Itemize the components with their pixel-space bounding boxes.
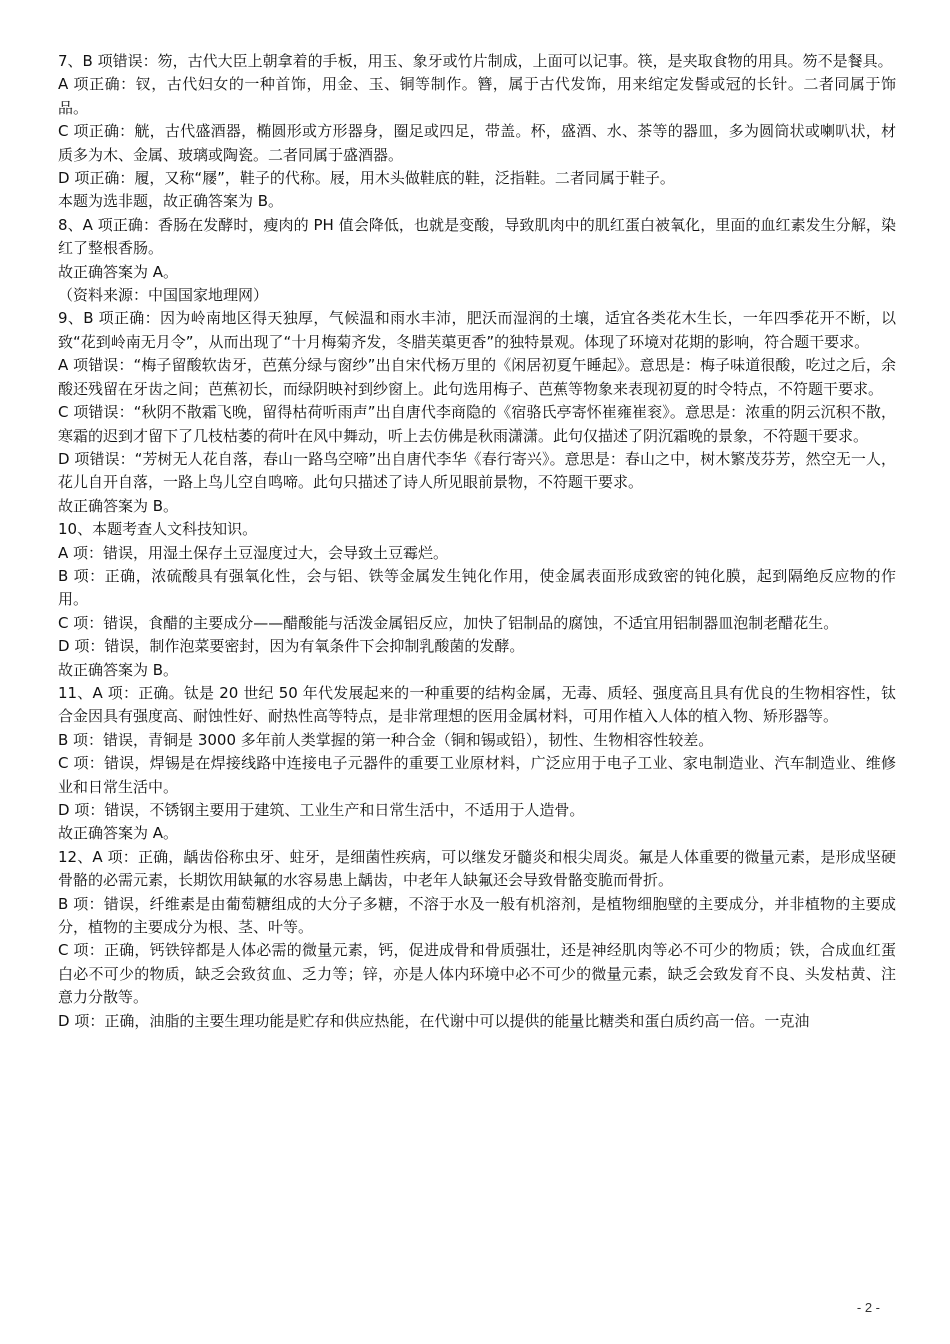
paragraph: D 项：正确，油脂的主要生理功能是贮存和供应热能，在代谢中可以提供的能量比糖类和蛋白质约高一倍。一克油 (58, 1011, 810, 1030)
paragraph: 故正确答案为 B。 (58, 496, 179, 515)
page-number: - 2 - (856, 1300, 880, 1315)
paragraph: C 项：正确，钙铁锌都是人体必需的微量元素，钙，促进成骨和骨质强壮，还是神经肌肉等必不可少的物质；铁，合成血红蛋白必不可少的物质，缺乏会致贫血、乏力等；锌，亦是人体内环境中必不可少的微量元素，缺乏会致发育不良、头发枯黄、注意力分散等。 (58, 941, 896, 1007)
document-body (58, 50, 896, 1033)
paragraph: 9、B 项正确：因为岭南地区得天独厚，气候温和雨水丰沛，肥沃而湿润的土壤，适宜各类花木生长，一年四季花开不断，以致“花到岭南无月令”，从而出现了“十月梅菊齐发，冬腊芙蕖更香”的独特景观。体现了环境对花期的影响，符合题干要求。 (58, 309, 896, 351)
paragraph: A 项正确：钗，古代妇女的一种首饰，用金、玉、铜等制作。簪，属于古代发饰，用来绾定发髻或冠的长针。二者同属于饰品。 (58, 75, 896, 117)
paragraph: B 项：正确，浓硫酸具有强氧化性，会与铝、铁等金属发生钝化作用，使金属表面形成致密的钝化膜，起到隔绝反应物的作用。 (58, 566, 896, 609)
paragraph: A 项：错误，用湿土保存土豆湿度过大，会导致土豆霉烂。 (58, 543, 449, 562)
paragraph: C 项：错误，食醋的主要成分——醋酸能与活泼金属铝反应，加快了铝制品的腐蚀，不适宜用铝制器皿泡制老醋花生。 (58, 613, 839, 632)
paragraph: D 项：错误，制作泡菜要密封，因为有氧条件下会抑制乳酸菌的发酵。 (58, 637, 525, 656)
paragraph: C 项错误：“秋阴不散霜飞晚，留得枯荷听雨声”出自唐代李商隐的《宿骆氏亭寄怀崔雍崔衮》。意思是：浓重的阴云沉积不散，寒霜的迟到才留下了几枝枯萎的荷叶在风中舞动，听上去仿佛是秋雨潇潇。此句仅描述了阴沉霜晚的景象，不符题干要求。 (58, 403, 896, 445)
paragraph: D 项正确：履，又称“屦”，鞋子的代称。屐，用木头做鞋底的鞋，泛指鞋。二者同属于鞋子。 (58, 169, 675, 188)
paragraph: 12、A 项：正确，龋齿俗称虫牙、蛀牙，是细菌性疾病，可以继发牙髓炎和根尖周炎。氟是人体重要的微量元素，是形成坚硬骨骼的必需元素，长期饮用缺氟的水容易患上龋齿，中老年人缺氟还会导致骨骼变脆而骨折。 (58, 847, 896, 890)
paragraph: 故正确答案为 B。 (58, 660, 179, 679)
paragraph: C 项：错误，焊锡是在焊接线路中连接电子元器件的重要工业原材料，广泛应用于电子工业、家电制造业、汽车制造业、维修业和日常生活中。 (58, 754, 896, 796)
paragraph: 故正确答案为 A。 (58, 262, 179, 281)
paragraph: 7、B 项错误：笏，古代大臣上朝拿着的手板，用玉、象牙或竹片制成，上面可以记事。筷，是夹取食物的用具。笏不是餐具。 (58, 52, 893, 70)
paragraph: （资料来源：中国国家地理网） (58, 286, 269, 305)
paragraph: 8、A 项正确：香肠在发酵时，瘦肉的 PH 值会降低，也就是变酸，导致肌肉中的肌红蛋白被氧化，里面的血红素发生分解，染红了整根香肠。 (58, 215, 896, 258)
paragraph: 本题为选非题，故正确答案为 B。 (58, 192, 284, 211)
paragraph: 11、A 项：正确。钛是 20 世纪 50 年代发展起来的一种重要的结构金属，无毒、质轻、强度高且具有优良的生物相容性，钛合金因具有强度高、耐蚀性好、耐热性高等特点，是非常理想的医用金属材料，可用作植入人体的植入物、矫形器等。 (58, 683, 896, 726)
paragraph: B 项：错误，纤维素是由葡萄糖组成的大分子多糖，不溶于水及一般有机溶剂，是植物细胞壁的主要成分，并非植物的主要成分，植物的主要成分为根、茎、叶等。 (58, 894, 896, 937)
paragraph: D 项：错误，不锈钢主要用于建筑、工业生产和日常生活中，不适用于人造骨。 (58, 801, 585, 819)
paragraph: C 项正确：觥，古代盛酒器，椭圆形或方形器身，圈足或四足，带盖。杯，盛酒、水、茶等的器皿，多为圆筒状或喇叭状，材质多为木、金属、玻璃或陶瓷。二者同属于盛酒器。 (58, 122, 896, 164)
paragraph: 故正确答案为 A。 (58, 824, 179, 843)
paragraph: D 项错误：“芳树无人花自落，春山一路鸟空啼”出自唐代李华《春行寄兴》。意思是：春山之中，树木繁茂芬芳，然空无一人，花儿自开自落，一路上鸟儿空自鸣啼。此句只描述了诗人所见眼前景物，不符题干要求。 (58, 449, 896, 492)
paragraph: 10、本题考查人文科技知识。 (58, 520, 258, 539)
paragraph: B 项：错误，青铜是 3000 多年前人类掌握的第一种合金（铜和锡或铅），韧性、生物相容性较差。 (58, 730, 714, 749)
paragraph: A 项错误：“梅子留酸软齿牙，芭蕉分绿与窗纱”出自宋代杨万里的《闲居初夏午睡起》。意思是：梅子味道很酸，吃过之后，余酸还残留在牙齿之间；芭蕉初长，而绿阴映衬到纱窗上。此句选用梅子、芭蕉等物象来表现初夏的时令特点，不符题干要求。 (58, 356, 896, 398)
